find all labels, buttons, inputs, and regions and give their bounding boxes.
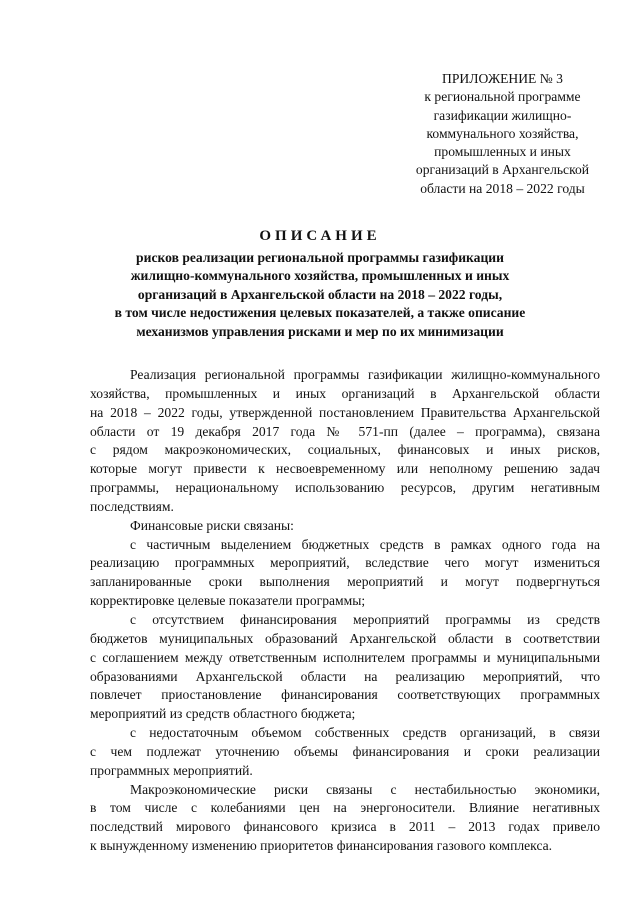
appendix-line: коммунального хозяйства, [426,125,579,141]
text-line: к вынужденному изменению приоритетов финансирования газового комплекса. [90,838,553,854]
paragraph [90,366,600,517]
text-line: корректировке целевые показатели программы; [90,593,366,609]
text-line: с соглашением между ответственным исполнителем программы и муниципальными [90,649,600,665]
text-line: Финансовые риски связаны: [130,517,294,533]
text-line: на 2018 – 2022 годы, утвержденной постановлением Правительства Архангельской [90,404,600,420]
text-line: которые могут привести к несвоевременному или неполному решению задач [90,461,600,477]
text-line: с частичным выделением бюджетных средств в рамках одного года на [130,536,600,552]
appendix-title: ПРИЛОЖЕНИЕ № 3 [442,71,563,86]
text-line: с недостаточным объемом собственных средств организаций, в связи [130,725,600,741]
paragraph [90,781,600,856]
appendix-line: области на 2018 – 2022 годы [420,180,585,196]
appendix-line: газификации жилищно- [433,107,572,123]
text-line: бюджетов муниципальных образований Архангельской области в соответствии [90,630,600,646]
subtitle-line: механизмов управления рисками и мер по их минимизации [136,323,504,339]
text-line: образованиями Архангельской области на реализацию мероприятий, что [90,668,600,684]
appendix-block [395,70,610,198]
appendix-line: к региональной программе [424,89,581,105]
text-line: хозяйства, промышленных и иных организаций в Архангельской области [90,385,600,401]
text-line: мероприятий из средств областного бюджета; [90,706,356,722]
text-line: Макроэкономические риски связаны с нестабильностью экономики, [130,781,600,797]
text-line: запланированные сроки выполнения мероприятий и могут подвергнуться [90,574,600,590]
subtitle-line: рисков реализации региональной программы газификации [136,250,504,265]
text-line: с чем подлежат уточнению объемы финансирования и сроки реализации [90,743,600,759]
paragraph [90,724,600,781]
text-line: реализацию программных мероприятий, вследствие чего могут измениться [90,555,600,571]
paragraph [90,611,600,724]
text-line: Реализация региональной программы газификации жилищно-коммунального [130,367,600,382]
text-line: области от 19 декабря 2017 года № 571-пп (далее – программа), связана [90,423,600,439]
subtitle [90,249,550,341]
appendix-line: организаций в Архангельской [415,162,590,178]
text-line: с отсутствием финансирования мероприятий программы из средств [130,611,600,627]
text-line: в том числе с колебаниями цен на энергоносители. Влияние негативных [90,800,600,816]
text-line: последствий мирового финансового кризиса в 2011 – 2013 годах привело [90,819,600,835]
subtitle-line: в том числе недостижения целевых показателей, а также описание [114,305,526,321]
heading: ОПИСАНИЕ [259,228,381,244]
paragraph [90,517,600,536]
text-line: последствиям. [90,498,174,514]
body-text [90,366,600,856]
document-title [90,226,550,341]
subtitle-line: организаций в Архангельской области на 2018 – 2022 годы, [137,286,503,302]
text-line: программы, нерациональному использованию ресурсов, другим негативным [90,480,600,496]
paragraph [90,536,600,611]
text-line: повлечет приостановление финансирования соответствующих программных [90,687,600,703]
text-line: с рядом макроэкономических, социальных, финансовых и иных рисков, [90,442,600,458]
subtitle-line: жилищно-коммунального хозяйства, промышленных и иных [130,268,510,284]
appendix-line: промышленных и иных [434,144,571,160]
text-line: программных мероприятий. [90,762,253,778]
